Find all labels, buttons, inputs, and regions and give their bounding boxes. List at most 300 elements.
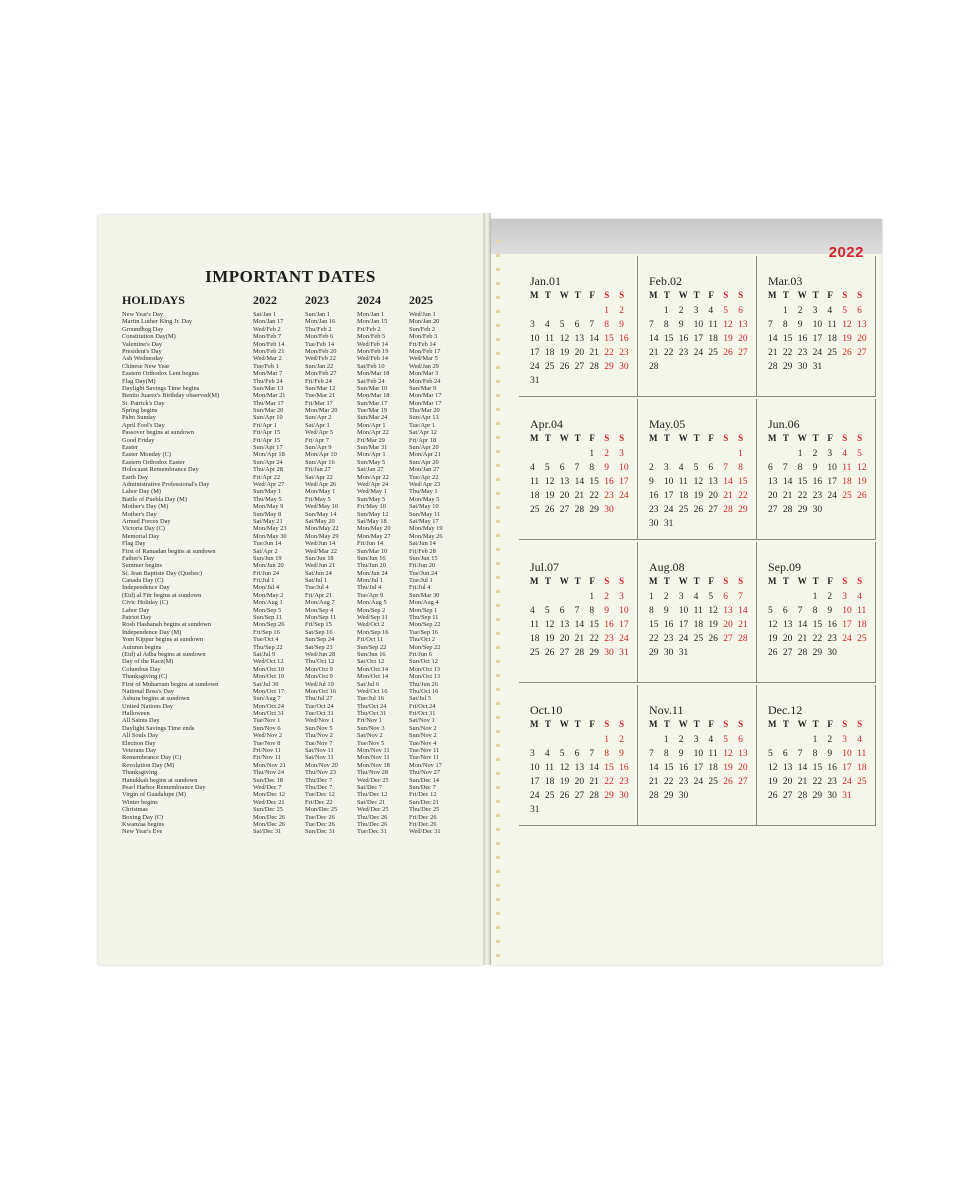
- date-cell[interactable]: 25: [544, 791, 555, 801]
- date-cell[interactable]: 8: [812, 749, 818, 759]
- date-cell[interactable]: 28: [649, 362, 659, 372]
- date-cell[interactable]: 18: [544, 348, 555, 358]
- date-cell[interactable]: 1: [738, 449, 743, 459]
- date-cell[interactable]: 22: [604, 348, 614, 358]
- date-cell[interactable]: 25: [857, 777, 867, 787]
- date-cell[interactable]: 3: [693, 735, 699, 745]
- date-cell[interactable]: 18: [678, 491, 689, 501]
- date-cell[interactable]: 27: [559, 648, 570, 658]
- date-cell[interactable]: 27: [768, 505, 778, 515]
- date-cell[interactable]: 28: [589, 791, 599, 801]
- date-cell[interactable]: 17: [678, 620, 689, 630]
- date-cell[interactable]: 20: [574, 777, 585, 787]
- date-cell[interactable]: 29: [738, 505, 748, 515]
- date-cell[interactable]: 6: [559, 606, 565, 616]
- date-cell[interactable]: 9: [604, 606, 610, 616]
- date-cell[interactable]: 8: [812, 606, 818, 616]
- date-cell[interactable]: 3: [530, 749, 535, 759]
- date-cell[interactable]: 21: [574, 491, 585, 501]
- date-cell[interactable]: 24: [812, 348, 823, 358]
- date-cell[interactable]: 3: [530, 320, 535, 330]
- date-cell[interactable]: 21: [797, 777, 808, 787]
- date-cell[interactable]: 5: [768, 749, 773, 759]
- date-cell[interactable]: 4: [678, 463, 684, 473]
- date-cell[interactable]: 25: [678, 505, 689, 515]
- date-cell[interactable]: 30: [827, 791, 837, 801]
- date-cell[interactable]: 8: [649, 606, 654, 616]
- date-cell[interactable]: 5: [544, 463, 550, 473]
- date-cell[interactable]: 19: [842, 334, 852, 344]
- date-cell[interactable]: 22: [589, 634, 599, 644]
- date-cell[interactable]: 17: [693, 763, 704, 773]
- date-cell[interactable]: 9: [619, 749, 624, 759]
- date-cell[interactable]: 3: [812, 306, 818, 316]
- date-cell[interactable]: 8: [604, 320, 610, 330]
- date-cell[interactable]: 25: [544, 362, 555, 372]
- date-cell[interactable]: 5: [842, 306, 848, 316]
- date-cell[interactable]: 6: [738, 306, 743, 316]
- date-cell[interactable]: 30: [797, 362, 808, 372]
- date-cell[interactable]: 2: [604, 449, 610, 459]
- date-cell[interactable]: 13: [768, 477, 778, 487]
- date-cell[interactable]: 20: [738, 763, 748, 773]
- date-cell[interactable]: 26: [544, 648, 555, 658]
- date-cell[interactable]: 2: [812, 449, 818, 459]
- date-cell[interactable]: 30: [812, 505, 823, 515]
- date-cell[interactable]: 21: [723, 491, 733, 501]
- date-cell[interactable]: 10: [693, 749, 704, 759]
- date-cell[interactable]: 19: [723, 763, 733, 773]
- date-cell[interactable]: 4: [842, 449, 848, 459]
- date-cell[interactable]: 8: [663, 320, 669, 330]
- date-cell[interactable]: 15: [649, 620, 659, 630]
- date-cell[interactable]: 29: [649, 648, 659, 658]
- date-cell[interactable]: 11: [708, 320, 718, 330]
- date-cell[interactable]: 13: [559, 477, 570, 487]
- date-cell[interactable]: 31: [663, 519, 674, 529]
- date-cell[interactable]: 20: [559, 634, 570, 644]
- date-cell[interactable]: 22: [663, 348, 674, 358]
- date-cell[interactable]: 3: [678, 592, 684, 602]
- date-cell[interactable]: 23: [604, 491, 614, 501]
- date-cell[interactable]: 3: [619, 449, 624, 459]
- date-cell[interactable]: 12: [723, 749, 733, 759]
- date-cell[interactable]: 5: [544, 606, 550, 616]
- date-cell[interactable]: 6: [738, 735, 743, 745]
- date-cell[interactable]: 13: [782, 620, 793, 630]
- date-cell[interactable]: 9: [827, 749, 833, 759]
- date-cell[interactable]: 18: [857, 763, 867, 773]
- date-cell[interactable]: 3: [693, 306, 699, 316]
- date-cell[interactable]: 11: [678, 477, 688, 487]
- date-cell[interactable]: 12: [693, 477, 704, 487]
- date-cell[interactable]: 28: [649, 791, 659, 801]
- date-cell[interactable]: 1: [604, 735, 610, 745]
- date-cell[interactable]: 24: [619, 634, 629, 644]
- date-cell[interactable]: 2: [678, 735, 684, 745]
- date-cell[interactable]: 15: [663, 763, 674, 773]
- date-cell[interactable]: 2: [827, 735, 833, 745]
- date-cell[interactable]: 29: [812, 791, 823, 801]
- date-cell[interactable]: 10: [693, 320, 704, 330]
- date-cell[interactable]: 12: [544, 620, 555, 630]
- date-cell[interactable]: 6: [768, 463, 773, 473]
- date-cell[interactable]: 8: [589, 606, 595, 616]
- date-cell[interactable]: 2: [663, 592, 669, 602]
- date-cell[interactable]: 27: [559, 505, 570, 515]
- date-cell[interactable]: 14: [738, 606, 748, 616]
- date-cell[interactable]: 17: [619, 620, 629, 630]
- date-cell[interactable]: 7: [797, 606, 803, 616]
- date-cell[interactable]: 3: [842, 592, 848, 602]
- date-cell[interactable]: 4: [693, 592, 699, 602]
- date-cell[interactable]: 24: [678, 634, 689, 644]
- date-cell[interactable]: 12: [768, 620, 778, 630]
- date-cell[interactable]: 25: [842, 491, 852, 501]
- date-cell[interactable]: 24: [663, 505, 674, 515]
- date-cell[interactable]: 24: [827, 491, 837, 501]
- date-cell[interactable]: 31: [812, 362, 823, 372]
- date-cell[interactable]: 28: [589, 362, 599, 372]
- date-cell[interactable]: 12: [559, 763, 570, 773]
- date-cell[interactable]: 7: [649, 749, 654, 759]
- date-cell[interactable]: 28: [782, 505, 793, 515]
- date-cell[interactable]: 20: [782, 777, 793, 787]
- date-cell[interactable]: 22: [589, 491, 599, 501]
- date-cell[interactable]: 2: [619, 306, 624, 316]
- date-cell[interactable]: 7: [589, 320, 595, 330]
- date-cell[interactable]: 16: [649, 491, 659, 501]
- date-cell[interactable]: 31: [619, 648, 629, 658]
- date-cell[interactable]: 4: [530, 463, 535, 473]
- date-cell[interactable]: 11: [857, 606, 867, 616]
- date-cell[interactable]: 11: [842, 463, 852, 473]
- date-cell[interactable]: 9: [663, 606, 669, 616]
- date-cell[interactable]: 4: [530, 606, 535, 616]
- date-cell[interactable]: 21: [797, 634, 808, 644]
- date-cell[interactable]: 25: [708, 777, 718, 787]
- date-cell[interactable]: 10: [678, 606, 689, 616]
- date-cell[interactable]: 7: [738, 592, 743, 602]
- date-cell[interactable]: 15: [589, 620, 599, 630]
- date-cell[interactable]: 22: [797, 491, 808, 501]
- date-cell[interactable]: 26: [723, 777, 733, 787]
- date-cell[interactable]: 16: [663, 620, 674, 630]
- date-cell[interactable]: 6: [574, 749, 580, 759]
- date-cell[interactable]: 17: [693, 334, 704, 344]
- date-cell[interactable]: 18: [708, 763, 718, 773]
- date-cell[interactable]: 30: [604, 648, 614, 658]
- date-cell[interactable]: 15: [589, 477, 599, 487]
- date-cell[interactable]: 20: [782, 634, 793, 644]
- date-cell[interactable]: 6: [723, 592, 729, 602]
- date-cell[interactable]: 21: [574, 634, 585, 644]
- date-cell[interactable]: 14: [768, 334, 778, 344]
- date-cell[interactable]: 1: [782, 306, 788, 316]
- date-cell[interactable]: 18: [842, 477, 852, 487]
- date-cell[interactable]: 23: [678, 348, 689, 358]
- date-cell[interactable]: 26: [693, 505, 704, 515]
- date-cell[interactable]: 14: [574, 620, 585, 630]
- date-cell[interactable]: 3: [619, 592, 624, 602]
- date-cell[interactable]: 30: [649, 519, 659, 529]
- date-cell[interactable]: 9: [619, 320, 624, 330]
- date-cell[interactable]: 26: [768, 648, 778, 658]
- date-cell[interactable]: 27: [857, 348, 867, 358]
- date-cell[interactable]: 1: [663, 735, 669, 745]
- date-cell[interactable]: 10: [842, 749, 852, 759]
- date-cell[interactable]: 5: [723, 306, 729, 316]
- date-cell[interactable]: 22: [782, 348, 793, 358]
- date-cell[interactable]: 27: [574, 362, 585, 372]
- date-cell[interactable]: 25: [530, 648, 540, 658]
- date-cell[interactable]: 7: [797, 749, 803, 759]
- date-cell[interactable]: 20: [857, 334, 867, 344]
- date-cell[interactable]: 5: [723, 735, 729, 745]
- date-cell[interactable]: 23: [827, 777, 837, 787]
- date-cell[interactable]: 24: [530, 791, 540, 801]
- date-cell[interactable]: 25: [827, 348, 837, 358]
- date-cell[interactable]: 23: [678, 777, 689, 787]
- date-cell[interactable]: 16: [604, 477, 614, 487]
- date-cell[interactable]: 23: [663, 634, 674, 644]
- date-cell[interactable]: 1: [589, 592, 595, 602]
- date-cell[interactable]: 13: [738, 320, 748, 330]
- date-cell[interactable]: 30: [619, 791, 629, 801]
- date-cell[interactable]: 16: [619, 763, 629, 773]
- date-cell[interactable]: 10: [530, 763, 540, 773]
- date-cell[interactable]: 5: [768, 606, 773, 616]
- date-cell[interactable]: 4: [544, 320, 550, 330]
- date-cell[interactable]: 12: [708, 606, 718, 616]
- date-cell[interactable]: 16: [797, 334, 808, 344]
- date-cell[interactable]: 29: [604, 791, 614, 801]
- date-cell[interactable]: 17: [663, 491, 674, 501]
- date-cell[interactable]: 12: [723, 320, 733, 330]
- date-cell[interactable]: 2: [797, 306, 803, 316]
- date-cell[interactable]: 21: [649, 777, 659, 787]
- date-cell[interactable]: 27: [574, 791, 585, 801]
- date-cell[interactable]: 16: [619, 334, 629, 344]
- date-cell[interactable]: 10: [530, 334, 540, 344]
- date-cell[interactable]: 16: [827, 620, 837, 630]
- date-cell[interactable]: 6: [559, 463, 565, 473]
- date-cell[interactable]: 24: [842, 777, 852, 787]
- date-cell[interactable]: 11: [827, 320, 837, 330]
- date-cell[interactable]: 20: [738, 334, 748, 344]
- date-cell[interactable]: 22: [812, 777, 823, 787]
- date-cell[interactable]: 18: [530, 634, 540, 644]
- date-cell[interactable]: 14: [649, 763, 659, 773]
- date-cell[interactable]: 21: [768, 348, 778, 358]
- date-cell[interactable]: 24: [619, 491, 629, 501]
- date-cell[interactable]: 15: [812, 620, 823, 630]
- date-cell[interactable]: 18: [857, 620, 867, 630]
- date-cell[interactable]: 19: [768, 634, 778, 644]
- date-cell[interactable]: 1: [812, 735, 818, 745]
- date-cell[interactable]: 11: [530, 620, 540, 630]
- date-cell[interactable]: 4: [857, 735, 862, 745]
- date-cell[interactable]: 15: [604, 334, 614, 344]
- date-cell[interactable]: 16: [604, 620, 614, 630]
- date-cell[interactable]: 6: [708, 463, 714, 473]
- date-cell[interactable]: 10: [842, 606, 852, 616]
- date-cell[interactable]: 6: [782, 749, 788, 759]
- date-cell[interactable]: 26: [723, 348, 733, 358]
- date-cell[interactable]: 6: [782, 606, 788, 616]
- date-cell[interactable]: 1: [649, 592, 654, 602]
- date-cell[interactable]: 25: [857, 634, 867, 644]
- date-cell[interactable]: 30: [604, 505, 614, 515]
- date-cell[interactable]: 8: [589, 463, 595, 473]
- date-cell[interactable]: 27: [708, 505, 718, 515]
- date-cell[interactable]: 14: [589, 763, 599, 773]
- date-cell[interactable]: 16: [827, 763, 837, 773]
- date-cell[interactable]: 24: [693, 777, 704, 787]
- date-cell[interactable]: 29: [589, 505, 599, 515]
- date-cell[interactable]: 8: [663, 749, 669, 759]
- date-cell[interactable]: 28: [768, 362, 778, 372]
- date-cell[interactable]: 13: [857, 320, 867, 330]
- date-cell[interactable]: 15: [782, 334, 793, 344]
- date-cell[interactable]: 15: [797, 477, 808, 487]
- date-cell[interactable]: 7: [723, 463, 729, 473]
- date-cell[interactable]: 15: [663, 334, 674, 344]
- date-cell[interactable]: 19: [708, 620, 718, 630]
- date-cell[interactable]: 31: [678, 648, 689, 658]
- date-cell[interactable]: 11: [544, 763, 554, 773]
- date-cell[interactable]: 13: [559, 620, 570, 630]
- date-cell[interactable]: 5: [693, 463, 699, 473]
- date-cell[interactable]: 2: [604, 592, 610, 602]
- date-cell[interactable]: 19: [544, 634, 555, 644]
- date-cell[interactable]: 18: [827, 334, 837, 344]
- date-cell[interactable]: 14: [782, 477, 793, 487]
- date-cell[interactable]: 4: [708, 306, 714, 316]
- date-cell[interactable]: 14: [723, 477, 733, 487]
- date-cell[interactable]: 31: [530, 805, 540, 815]
- date-cell[interactable]: 22: [663, 777, 674, 787]
- date-cell[interactable]: 12: [768, 763, 778, 773]
- date-cell[interactable]: 17: [842, 620, 852, 630]
- date-cell[interactable]: 17: [827, 477, 837, 487]
- date-cell[interactable]: 29: [589, 648, 599, 658]
- date-cell[interactable]: 1: [604, 306, 610, 316]
- date-cell[interactable]: 28: [723, 505, 733, 515]
- date-cell[interactable]: 2: [619, 735, 624, 745]
- date-cell[interactable]: 9: [678, 320, 684, 330]
- date-cell[interactable]: 12: [842, 320, 852, 330]
- date-cell[interactable]: 15: [738, 477, 748, 487]
- date-cell[interactable]: 26: [708, 634, 718, 644]
- date-cell[interactable]: 19: [559, 348, 570, 358]
- date-cell[interactable]: 9: [678, 749, 684, 759]
- date-cell[interactable]: 13: [574, 763, 585, 773]
- date-cell[interactable]: 7: [589, 749, 595, 759]
- date-cell[interactable]: 26: [544, 505, 555, 515]
- date-cell[interactable]: 28: [738, 634, 748, 644]
- date-cell[interactable]: 29: [797, 505, 808, 515]
- date-cell[interactable]: 29: [663, 791, 674, 801]
- date-cell[interactable]: 9: [827, 606, 833, 616]
- date-cell[interactable]: 29: [812, 648, 823, 658]
- date-cell[interactable]: 20: [559, 491, 570, 501]
- date-cell[interactable]: 29: [604, 362, 614, 372]
- date-cell[interactable]: 31: [842, 791, 852, 801]
- date-cell[interactable]: 22: [738, 491, 748, 501]
- date-cell[interactable]: 25: [530, 505, 540, 515]
- date-cell[interactable]: 14: [797, 620, 808, 630]
- date-cell[interactable]: 23: [797, 348, 808, 358]
- date-cell[interactable]: 30: [619, 362, 629, 372]
- date-cell[interactable]: 5: [559, 320, 565, 330]
- date-cell[interactable]: 28: [574, 505, 585, 515]
- date-cell[interactable]: 23: [619, 777, 629, 787]
- date-cell[interactable]: 20: [723, 620, 733, 630]
- date-cell[interactable]: 18: [530, 491, 540, 501]
- date-cell[interactable]: 11: [544, 334, 554, 344]
- date-cell[interactable]: 19: [857, 477, 867, 487]
- date-cell[interactable]: 28: [574, 648, 585, 658]
- date-cell[interactable]: 19: [693, 491, 704, 501]
- date-cell[interactable]: 4: [857, 592, 862, 602]
- date-cell[interactable]: 7: [574, 463, 580, 473]
- date-cell[interactable]: 23: [604, 634, 614, 644]
- date-cell[interactable]: 13: [723, 606, 733, 616]
- date-cell[interactable]: 14: [589, 334, 599, 344]
- date-cell[interactable]: 21: [782, 491, 793, 501]
- date-cell[interactable]: 11: [693, 606, 703, 616]
- date-cell[interactable]: 3: [827, 449, 833, 459]
- date-cell[interactable]: 10: [827, 463, 837, 473]
- date-cell[interactable]: 17: [530, 777, 540, 787]
- date-cell[interactable]: 5: [857, 449, 862, 459]
- date-cell[interactable]: 1: [663, 306, 669, 316]
- date-cell[interactable]: 18: [708, 334, 718, 344]
- date-cell[interactable]: 28: [797, 648, 808, 658]
- date-cell[interactable]: 17: [842, 763, 852, 773]
- date-cell[interactable]: 6: [857, 306, 862, 316]
- date-cell[interactable]: 27: [782, 648, 793, 658]
- date-cell[interactable]: 11: [857, 749, 867, 759]
- date-cell[interactable]: 24: [530, 362, 540, 372]
- date-cell[interactable]: 30: [827, 648, 837, 658]
- date-cell[interactable]: 4: [708, 735, 714, 745]
- date-cell[interactable]: 7: [574, 606, 580, 616]
- date-cell[interactable]: 11: [708, 749, 718, 759]
- date-cell[interactable]: 6: [574, 320, 580, 330]
- date-cell[interactable]: 27: [738, 777, 748, 787]
- date-cell[interactable]: 30: [663, 648, 674, 658]
- date-cell[interactable]: 13: [782, 763, 793, 773]
- date-cell[interactable]: 9: [812, 463, 818, 473]
- date-cell[interactable]: 7: [649, 320, 654, 330]
- date-cell[interactable]: 14: [649, 334, 659, 344]
- date-cell[interactable]: 16: [678, 763, 689, 773]
- date-cell[interactable]: 12: [544, 477, 555, 487]
- date-cell[interactable]: 26: [559, 791, 570, 801]
- date-cell[interactable]: 13: [574, 334, 585, 344]
- date-cell[interactable]: 17: [619, 477, 629, 487]
- date-cell[interactable]: 12: [559, 334, 570, 344]
- date-cell[interactable]: 19: [723, 334, 733, 344]
- date-cell[interactable]: 13: [708, 477, 718, 487]
- date-cell[interactable]: 19: [768, 777, 778, 787]
- date-cell[interactable]: 4: [544, 749, 550, 759]
- date-cell[interactable]: 21: [589, 777, 599, 787]
- date-cell[interactable]: 4: [827, 306, 833, 316]
- date-cell[interactable]: 23: [827, 634, 837, 644]
